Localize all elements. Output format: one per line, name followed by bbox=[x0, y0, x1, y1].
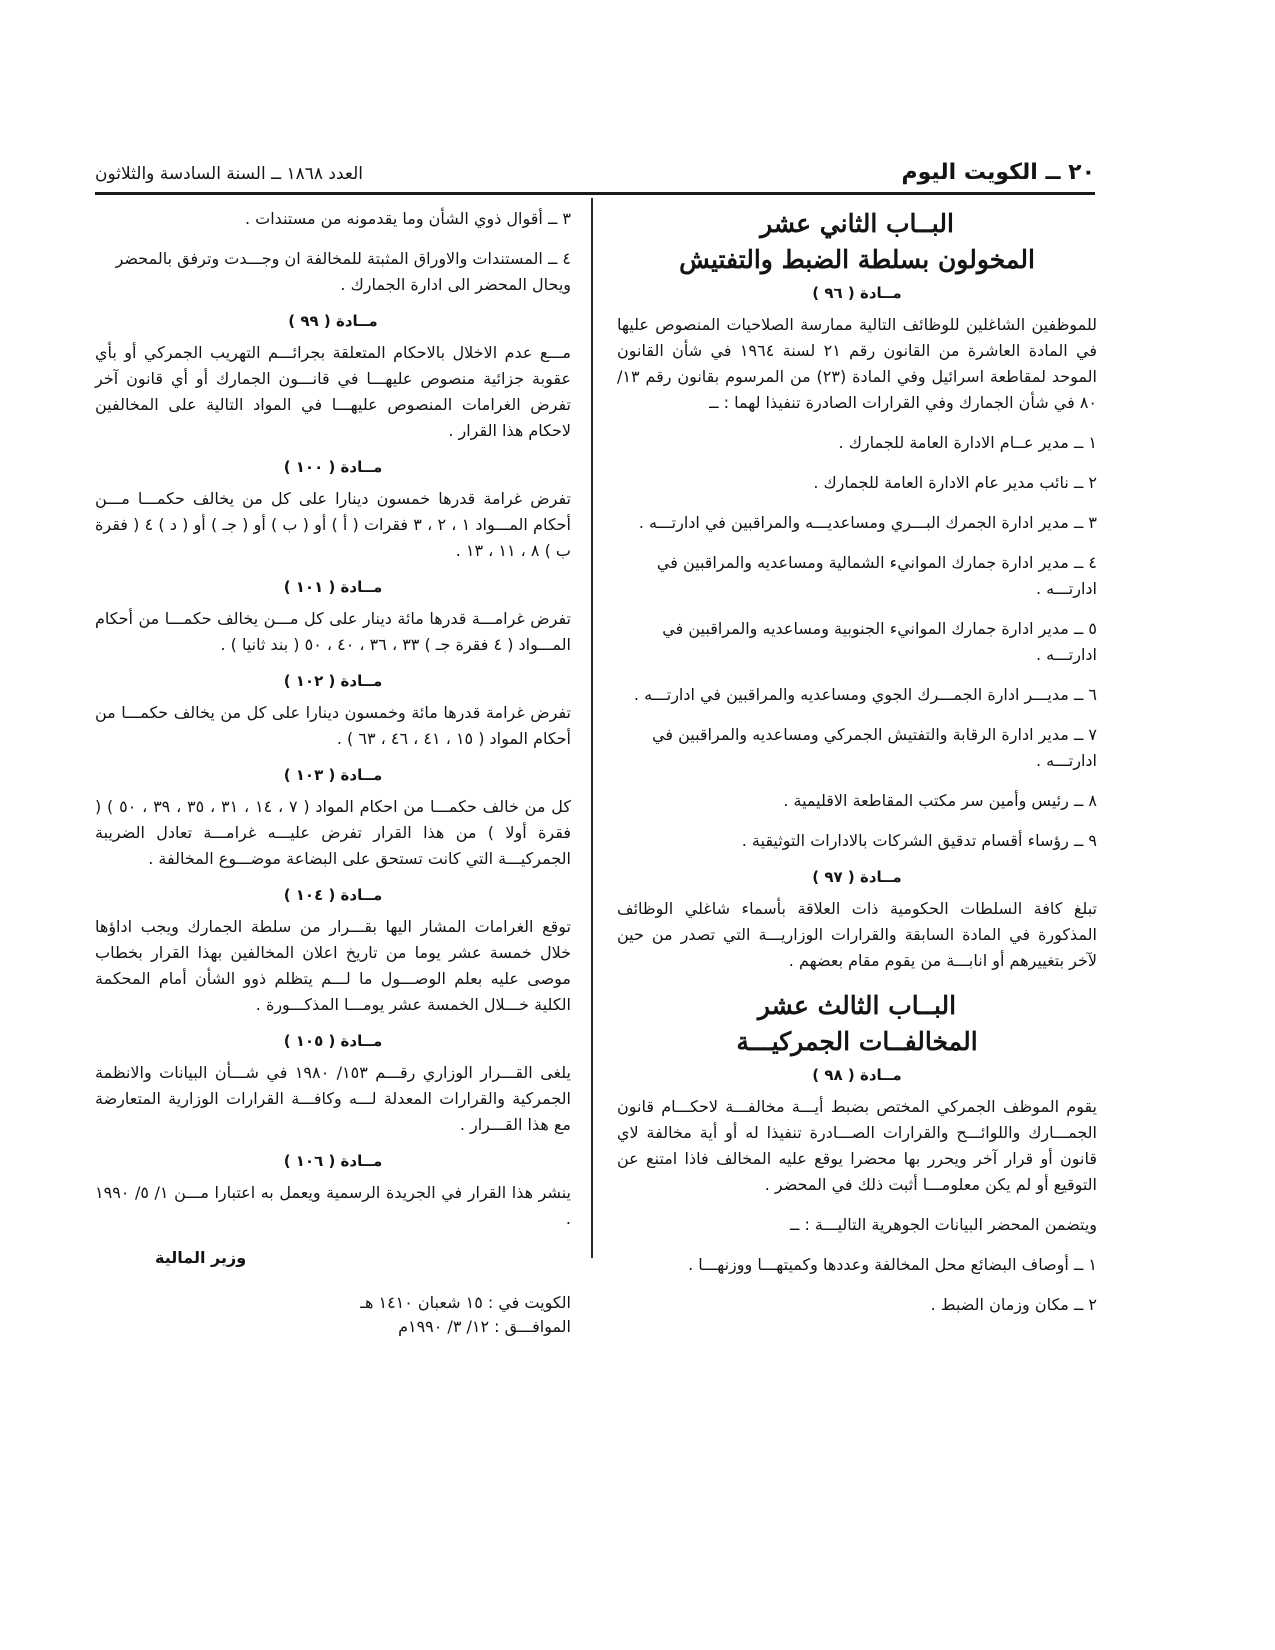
chapter-13-subtitle: المخالفــات الجمركيـــة bbox=[736, 1027, 978, 1056]
page-number-and-journal-title: ٢٠ ــ الكويت اليوم bbox=[901, 160, 1095, 185]
list-item-text: أوصاف البضائع محل المخالفة وعددها وكميتهـــا ووزنهـــا . bbox=[688, 1255, 1069, 1274]
right-column bbox=[617, 206, 1097, 1332]
list-item bbox=[95, 206, 571, 232]
list-item bbox=[617, 430, 1097, 456]
chapter-13-title: البــاب الثالث عشر bbox=[757, 991, 957, 1020]
list-item-text: مدير ادارة جمارك الموانيء الشمالية ومساعديه والمراقبين في ادارتـــه . bbox=[656, 553, 1097, 598]
article-103-text: كل من خالف حكمـــا من احكام المواد ( ٧ ، ١٤ ، ٣١ ، ٣٥ ، ٣٩ ، ٥٠ ) ( فقرة أولا ) من هذا القرار تفرض عليـــه غرامـــة تعادل الضريبة الجمركيـــة التي كانت تستحق على البضاعة موضـــوع المخالفة . bbox=[95, 797, 571, 868]
list-item-text: مدير ادارة جمارك الموانيء الجنوبية ومساعديه والمراقبين في ادارتـــه . bbox=[662, 619, 1097, 664]
article-105-heading: مــادة ( ١٠٥ ) bbox=[283, 1032, 383, 1050]
article-96-intro: للموظفين الشاغلين للوظائف التالية ممارسة الصلاحيات المنصوص عليها في المادة العاشرة من القانون رقم ٢١ لسنة ١٩٦٤ في شأن القانون الموحد لمقاطعة اسرائيل وفي المادة (٢٣) من المرسوم بقانون رقم ١٣/ ٨٠ في شأن الجمارك وفي القرارات الصادرة تنفيذا لهما : ــ bbox=[617, 315, 1098, 412]
list-item-number: ٤ ــ bbox=[1073, 553, 1097, 572]
date-gregorian: الموافـــق : ١٢/ ٣/ ١٩٩٠م bbox=[398, 1317, 571, 1336]
chapter-12-subtitle: المخولون بسلطة الضبط والتفتيش bbox=[679, 245, 1035, 274]
article-100-text: تفرض غرامة قدرها خمسون دينارا على كل من يخالف حكمـــا مـــن أحكام المـــواد ١ ، ٢ ، ٣ فقرات ( أ ) أو ( ب ) أو ( جـ ) أو ( د ) ٤ ( فقرة ب ) ٨ ، ١١ ، ١٣ . bbox=[95, 489, 572, 560]
list-item bbox=[617, 470, 1097, 496]
list-item-number: ٦ ــ bbox=[1073, 685, 1097, 704]
chapter-12-title: البــاب الثاني عشر bbox=[760, 209, 954, 238]
minister-signature: وزير المالية bbox=[155, 1248, 247, 1267]
list-item-text: نائب مدير عام الادارة العامة للجمارك . bbox=[813, 473, 1069, 492]
list-item-text: رؤساء أقسام تدقيق الشركات بالادارات التوثيقية . bbox=[741, 831, 1069, 850]
list-item-text: مدير ادارة الرقابة والتفتيش الجمركي ومساعديه والمراقبين في ادارتـــه . bbox=[652, 725, 1097, 770]
list-item-text: مدير ادارة الجمرك البـــري ومساعديـــه والمراقبين في ادارتـــه . bbox=[638, 513, 1069, 532]
article-104-heading: مــادة ( ١٠٤ ) bbox=[283, 886, 383, 904]
signature-block bbox=[95, 1248, 571, 1339]
article-99-heading: مــادة ( ٩٩ ) bbox=[288, 312, 378, 330]
list-item-number: ٩ ــ bbox=[1073, 831, 1097, 850]
article-105-text: يلغى القـــرار الوزاري رقـــم ١٥٣/ ١٩٨٠ في شـــأن البيانات والانظمة الجمركية والقرارات المعدلة لـــه وكافـــة القرارات الوزارية المتعارضة مع هذا القـــرار . bbox=[95, 1063, 571, 1134]
list-item-number: ٧ ــ bbox=[1073, 725, 1097, 744]
article-106-heading: مــادة ( ١٠٦ ) bbox=[283, 1152, 383, 1170]
article-98-text: يقوم الموظف الجمركي المختص بضبط أيـــة مخالفـــة لاحكـــام قانون الجمـــارك واللوائـــح والقرارات الصـــادرة تنفيذا له أو أية مخالفة لاي قانون أو قرار آخر ويحرر بها محضرا يوقع عليه المخالف فاذا امتنع عن التوقيع أو لم يكن معلومـــا أثبت ذلك في المحضر . bbox=[617, 1097, 1097, 1194]
list-item bbox=[617, 722, 1097, 774]
list-item-number: ١ ــ bbox=[1073, 433, 1097, 452]
article-98-list-intro: ويتضمن المحضر البيانات الجوهرية التاليـــة : ــ bbox=[789, 1215, 1097, 1234]
list-item-number: ٣ ــ bbox=[1073, 513, 1097, 532]
list-item bbox=[95, 246, 571, 298]
list-item-number: ٨ ــ bbox=[1073, 791, 1097, 810]
list-item-text: أقوال ذوي الشأن وما يقدمونه من مستندات . bbox=[244, 209, 543, 228]
list-item bbox=[617, 510, 1097, 536]
article-106-text: ينشر هذا القرار في الجريدة الرسمية ويعمل به اعتبارا مـــن ١/ ٥/ ١٩٩٠ . bbox=[95, 1183, 571, 1228]
list-item-number: ٣ ــ bbox=[547, 209, 571, 228]
list-item bbox=[617, 550, 1097, 602]
list-item-text: مدير عــام الادارة العامة للجمارك . bbox=[838, 433, 1069, 452]
article-102-text: تفرض غرامة قدرها مائة وخمسون دينارا على كل من يخالف حكمـــا من أحكام المواد ( ١٥ ، ٤١ ، ٤٦ ، ٦٣ ) . bbox=[95, 703, 571, 748]
date-hijri: الكويت في : ١٥ شعبان ١٤١٠ هـ bbox=[360, 1293, 571, 1312]
running-header bbox=[95, 160, 1095, 195]
article-99-text: مـــع عدم الاخلال بالاحكام المتعلقة بجرائـــم التهريب الجمركي أو بأي عقوبة جزائية منصوص عليهـــا في قانـــون الجمارك أو أي قانون آخر تفرض الغرامات المنصوص عليهـــا في المواد التالية على المخالفين لاحكام هذا القرار . bbox=[95, 343, 571, 440]
left-column bbox=[95, 206, 571, 1339]
list-item bbox=[617, 1252, 1097, 1278]
list-item-number: ١ ــ bbox=[1073, 1255, 1097, 1274]
list-item-number: ٤ ــ bbox=[547, 249, 571, 268]
issue-number: العدد ١٨٦٨ ــ السنة السادسة والثلاثون bbox=[95, 164, 363, 184]
article-96-list bbox=[617, 430, 1097, 854]
list-item-number: ٥ ــ bbox=[1073, 619, 1097, 638]
list-item bbox=[617, 682, 1097, 708]
article-103-heading: مــادة ( ١٠٣ ) bbox=[283, 766, 383, 784]
list-item-number: ٢ ــ bbox=[1073, 473, 1097, 492]
article-98-heading: مــادة ( ٩٨ ) bbox=[812, 1066, 902, 1084]
list-item bbox=[617, 1292, 1097, 1318]
article-102-heading: مــادة ( ١٠٢ ) bbox=[283, 672, 383, 690]
list-item-text: مكان وزمان الضبط . bbox=[930, 1295, 1069, 1314]
list-item bbox=[617, 788, 1097, 814]
column-divider bbox=[591, 198, 593, 1258]
article-104-text: توقع الغرامات المشار اليها بقـــرار من سلطة الجمارك ويجب اداؤها خلال خمسة عشر يوما من تاريخ اعلان المخالفين بهذا القرار بخطاب موصى عليه بعلم الوصـــول ما لـــم يتظلم ذوو الشأن أمام المحكمة الكلية خـــلال الخمسة عشر يومـــا المذكـــورة . bbox=[95, 917, 571, 1014]
list-item bbox=[617, 616, 1097, 668]
article-97-text: تبلغ كافة السلطات الحكومية ذات العلاقة بأسماء شاغلي الوظائف المذكورة في المادة السابقة والقرارات الوزاريـــة التي تصدر من حين لآخر بتغييرهم أو انابـــة من يقوم مقام بعضهم . bbox=[617, 899, 1097, 970]
list-item-number: ٢ ــ bbox=[1073, 1295, 1097, 1314]
list-item-text: المستندات والاوراق المثبتة للمخالفة ان وجـــدت وترفق بالمحضر ويحال المحضر الى ادارة الجمارك . bbox=[115, 249, 571, 294]
list-item-text: مديـــر ادارة الجمـــرك الجوي ومساعديه والمراقبين في ادارتـــه . bbox=[633, 685, 1069, 704]
list-item bbox=[617, 828, 1097, 854]
article-96-heading: مــادة ( ٩٦ ) bbox=[812, 284, 902, 302]
article-100-heading: مــادة ( ١٠٠ ) bbox=[283, 458, 383, 476]
article-101-text: تفرض غرامـــة قدرها مائة دينار على كل مـــن يخالف حكمـــا من أحكام المـــواد ( ٤ فقرة جـ ) ٣٣ ، ٣٦ ، ٤٠ ، ٥٠ ( بند ثانيا ) . bbox=[95, 609, 571, 654]
article-97-heading: مــادة ( ٩٧ ) bbox=[812, 868, 902, 886]
article-101-heading: مــادة ( ١٠١ ) bbox=[283, 578, 383, 596]
list-item-text: رئيس وأمين سر مكتب المقاطعة الاقليمية . bbox=[783, 791, 1069, 810]
